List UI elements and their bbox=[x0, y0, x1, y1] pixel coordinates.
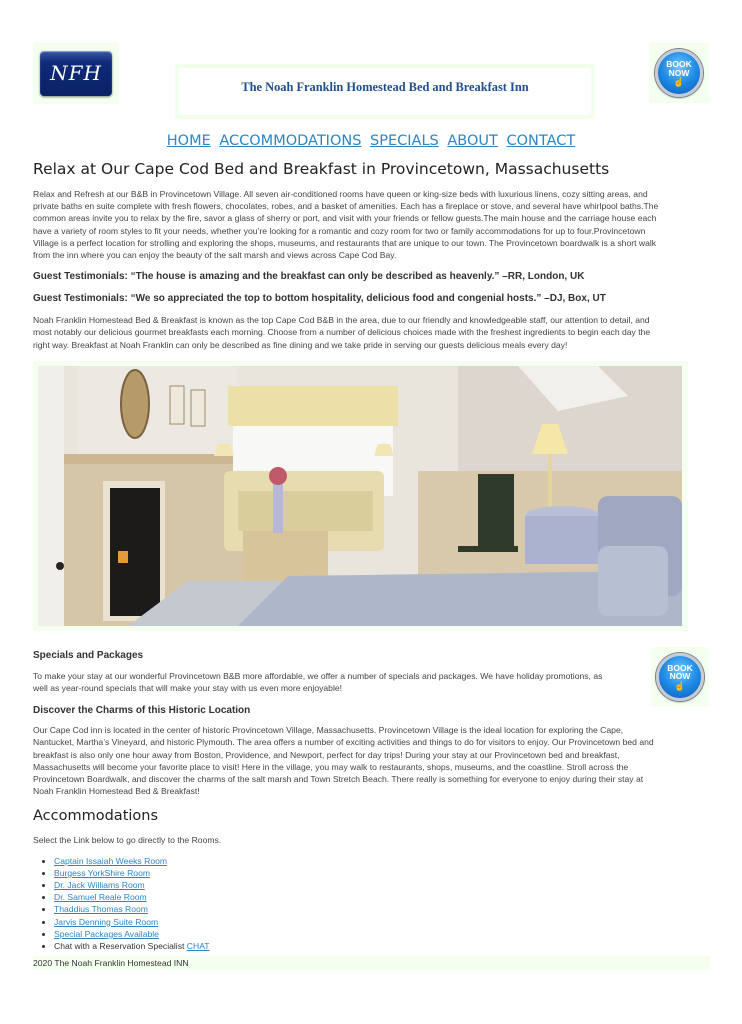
site-title: The Noah Franklin Homestead Bed and Breakfast Inn bbox=[241, 80, 529, 94]
room-photo bbox=[38, 366, 682, 626]
breakfast-line: Noah Franklin Homestead Bed & Breakfast is known as the top Cape Cod B&B in the area, due to our friendly and knowledgeable staff, our attention to detail, and bbox=[33, 315, 650, 326]
location-line: Provincetown Boardwalk, and discover the charms of the salt marsh and Town Stretch Beach. There really is something for everyone to enjoy during their stay at bbox=[33, 774, 644, 785]
specials-paragraph bbox=[33, 670, 709, 694]
special-packages-link[interactable]: Special Packages Available bbox=[54, 928, 159, 939]
room-link-burgess-yorkshire[interactable]: Burgess YorkShire Room bbox=[54, 867, 151, 878]
room-link-dr-jack-williams[interactable]: Dr. Jack Williams Room bbox=[54, 880, 145, 891]
room-photo-illustration bbox=[38, 366, 682, 626]
location-line: Nantucket, Martha’s Vineyard, and historic Plymouth. The area offers a number of exciting activities and things to do for visitors to enjoy. Our Provincetown bed and bbox=[33, 737, 654, 748]
breakfast-line: most notably our delicious gourmet breakfasts each morning. Choose from a number of delicious choices made with the freshest ingredients to begin each day the bbox=[33, 327, 651, 338]
location-line: breakfast is also only one hour away from Boston, Providence, and Newport, perfect for day trips! During your stay at our Provincetown bed and breakfast, bbox=[33, 749, 620, 760]
book-now-button-2[interactable] bbox=[656, 653, 704, 701]
chat-link[interactable]: CHAT bbox=[186, 941, 210, 952]
accommodations-heading: Accommodations bbox=[33, 808, 159, 825]
page-content bbox=[0, 132, 742, 970]
nav-specials[interactable]: SPECIALS bbox=[370, 133, 439, 149]
room-link-captain-issaiah-weeks[interactable]: Captain Issaiah Weeks Room bbox=[54, 855, 168, 866]
header bbox=[0, 0, 742, 128]
testimonial-2: Guest Testimonials: “We so appreciated the top to bottom hospitality, delicious food and congenial hosts.” –DJ, Box, UT bbox=[33, 293, 606, 305]
room-link-dr-samuel-reale[interactable]: Dr. Samuel Reale Room bbox=[54, 892, 147, 903]
nav-about[interactable]: ABOUT bbox=[447, 133, 498, 149]
intro-line: from the inn where you can enjoy the beauty of the salt marsh and views across Cape Cod Bay. bbox=[33, 250, 397, 261]
page-title: Relax at Our Cape Cod Bed and Breakfast in Provincetown, Massachusetts bbox=[33, 160, 610, 178]
list-item bbox=[54, 928, 709, 940]
specials-line: To make your stay at our wonderful Provincetown B&B more affordable, we offer a number of specials and packages. We have holiday promotions, as bbox=[33, 670, 603, 681]
nav-contact[interactable]: CONTACT bbox=[506, 133, 576, 149]
main-nav bbox=[0, 132, 742, 150]
rooms-list bbox=[33, 855, 709, 953]
breakfast-line: right way. Breakfast at Noah Franklin can only be described as fine dining and we take pride in serving our guests delicious meals every day! bbox=[33, 339, 568, 350]
room-link-thaddius-thomas[interactable]: Thaddius Thomas Room bbox=[54, 904, 148, 915]
list-item bbox=[54, 891, 709, 903]
specials-line: well as year-round specials that will make your stay with us even more enjoyable! bbox=[33, 683, 343, 694]
location-heading: Discover the Charms of this Historic Location bbox=[33, 705, 251, 717]
room-link-jarvis-denning-suite[interactable]: Jarvis Denning Suite Room bbox=[54, 916, 159, 927]
list-item bbox=[54, 940, 709, 952]
nav-home[interactable]: HOME bbox=[166, 133, 211, 149]
intro-line: Relax and Refresh at our B&B in Provincetown Village. All seven air-conditioned rooms have queen or king-size beds with luxurious linens, cozy sitting areas, and bbox=[33, 189, 648, 199]
specials-section bbox=[33, 649, 709, 694]
pointing-hand-icon: ☝ bbox=[674, 680, 686, 691]
book-now-line1: BOOK bbox=[667, 662, 693, 673]
list-item bbox=[54, 903, 709, 915]
list-item bbox=[54, 916, 709, 928]
nfh-logo[interactable]: NFH bbox=[40, 51, 112, 96]
intro-line: private baths en suite complete with fresh flowers, chocolates, robes, and a basket of amenities. Each has a fireplace or stove, and several have whirlpool baths.The bbox=[33, 201, 659, 212]
book-now-button[interactable] bbox=[655, 49, 703, 97]
photo-frame bbox=[33, 361, 688, 631]
accommodations-intro: Select the Link below to go directly to the Rooms. bbox=[33, 835, 222, 846]
intro-line: common areas invite you to relax by the fire, savor a glass of sherry or port, and visit with your friends or fellow guests.The main house and the carriage house each bbox=[33, 213, 657, 224]
nav-accommodations[interactable]: ACCOMMODATIONS bbox=[219, 133, 362, 149]
breakfast-paragraph bbox=[33, 314, 709, 351]
location-line: Massachusetts will become your favorite place to visit! Here in the village, you may walk to restaurants, shops, museums, and the coastline. Stroll across the bbox=[33, 761, 629, 772]
pointing-hand-icon: ☝ bbox=[673, 77, 685, 87]
specials-heading: Specials and Packages bbox=[33, 649, 144, 661]
intro-line: have a variety of room styles to fit your needs, whether you’re looking for a romantic and cozy room for two or family accommodations for up to four.Provincetown bbox=[33, 225, 646, 236]
chat-text: Chat with a Reservation Specialist bbox=[54, 941, 185, 952]
intro-line: Village is a perfect location for strolling and exploring the shops, museums, and restaurants that are unique to our town. The Provincetown boardwalk is a short walk bbox=[33, 237, 657, 248]
footer: 2020 The Noah Franklin Homestead INN bbox=[33, 956, 710, 970]
list-item bbox=[54, 879, 709, 891]
book-now-line2: NOW bbox=[668, 67, 690, 78]
list-item bbox=[54, 855, 709, 867]
location-paragraph bbox=[33, 724, 709, 797]
intro-paragraph bbox=[33, 188, 709, 261]
book-now-line2: NOW bbox=[669, 671, 691, 682]
location-line: Noah Franklin Homestead Bed & Breakfast! bbox=[33, 786, 200, 797]
book-now-line1: BOOK bbox=[666, 59, 692, 69]
testimonial-1: Guest Testimonials: “The house is amazing and the breakfast can only be described as heavenly.” –RR, London, UK bbox=[33, 271, 585, 283]
list-item bbox=[54, 867, 709, 879]
location-line: Our Cape Cod inn is located in the center of historic Provincetown Village, Massachusetts. Provincetown Village is the ideal location for exploring the Cape, bbox=[33, 725, 624, 736]
